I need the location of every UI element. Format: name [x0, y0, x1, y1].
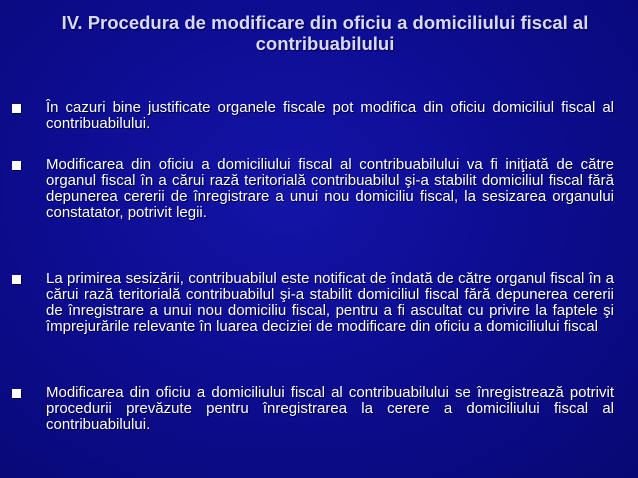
slide-title: IV. Procedura de modificare din oficiu a domiciliului fiscal al contribuabilului [61, 12, 589, 54]
square-bullet-icon [12, 104, 21, 113]
bullet-text: La primirea sesizării, contribuabilul este notificat de îndată de către organul fiscal în a cărui rază teritorială contribuabilul şi-a stabilit domiciliul fiscal fără depunerea cererii de înregistrare a unui nou domiciliu fiscal, pentru a fi ascultat cu privire la faptele şi împrejurările relevante în luarea deciziei de modificare din oficiu a domiciliului fiscal [46, 270, 614, 335]
square-bullet-icon [12, 389, 21, 398]
bullet-text: Modificarea din oficiu a domiciliului fiscal al contribuabilului se înregistrează potrivit procedurii prevăzute pentru înregistrarea la cerere a domiciliului fiscal al contribuabilului. [46, 384, 614, 433]
square-bullet-icon [12, 161, 21, 170]
square-bullet-icon [12, 275, 21, 284]
bullet-text: Modificarea din oficiu a domiciliului fiscal al contribuabilului va fi iniţiată de către organul fiscal în a cărui rază teritorială contribuabilul şi-a stabilit domiciliul fiscal fără depunerea cererii de înregistrare a unui nou domiciliu fiscal, la sesizarea organului constatator, potrivit legii. [46, 156, 614, 221]
bullet-text: În cazuri bine justificate organele fiscale pot modifica din oficiu domiciliul fiscal al contribuabilului. [46, 99, 614, 132]
